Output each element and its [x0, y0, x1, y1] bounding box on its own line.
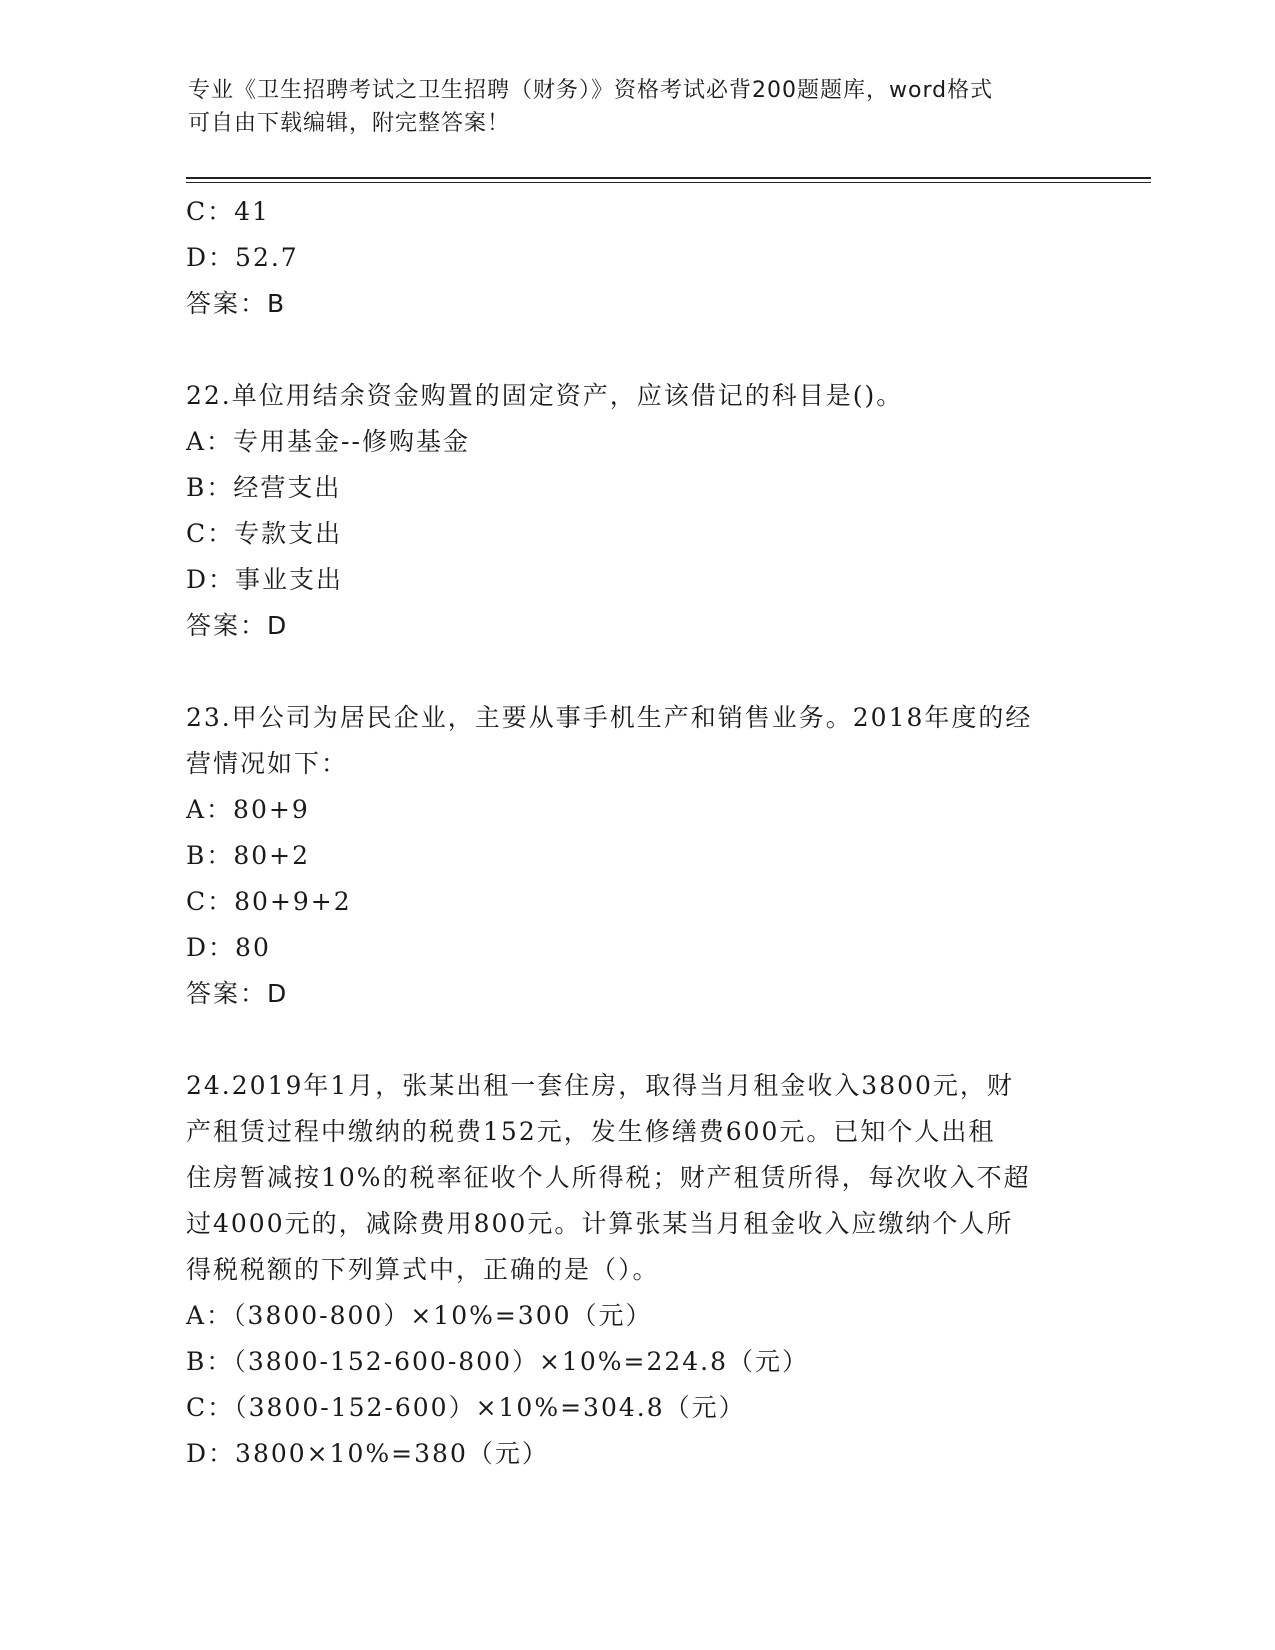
- option-a: A：（3800-800）×10%=300（元）: [186, 1301, 653, 1330]
- question-stem: 得税税额的下列算式中，正确的是（）。: [186, 1255, 660, 1284]
- option-d: D：52.7: [186, 243, 299, 272]
- option-d: D：80: [186, 933, 271, 962]
- option-c: C：80+9+2: [186, 887, 352, 916]
- page-header: [188, 74, 1068, 140]
- answer-line: 答案：D: [186, 611, 289, 640]
- question-22: [186, 373, 1086, 649]
- option-c: C：41: [186, 197, 270, 226]
- question-23: [186, 695, 1086, 1017]
- header-line-2: 可自由下载编辑，附完整答案！: [188, 111, 511, 136]
- question-stem: 营情况如下：: [186, 749, 349, 778]
- option-a: A：专用基金--修购基金: [186, 427, 470, 456]
- question-stem: 过4000元的，减除费用800元。计算张某当月租金收入应缴纳个人所: [186, 1209, 1014, 1238]
- header-rule-thick: [186, 177, 1151, 179]
- question-stem: 24.2019年1月，张某出租一套住房，取得当月租金收入3800元，财: [186, 1071, 1014, 1100]
- option-b: B：经营支出: [186, 473, 342, 502]
- question-content: [186, 189, 1086, 1477]
- question-24: [186, 1063, 1086, 1477]
- option-b: B：（3800-152-600-800）×10%=224.8（元）: [186, 1347, 810, 1376]
- option-c: C：（3800-152-600）×10%=304.8（元）: [186, 1393, 746, 1422]
- question-stem: 产租赁过程中缴纳的税费152元，发生修缮费600元。已知个人出租: [186, 1117, 996, 1146]
- option-d: D：事业支出: [186, 565, 344, 594]
- prev-question: [186, 189, 1086, 327]
- option-d: D：3800×10%=380（元）: [186, 1439, 549, 1468]
- answer-line: 答案：D: [186, 979, 289, 1008]
- header-line-1: 专业《卫生招聘考试之卫生招聘（财务）》资格考试必背200题题库，word格式: [188, 78, 994, 103]
- question-stem: 23.甲公司为居民企业，主要从事手机生产和销售业务。2018年度的经: [186, 703, 1033, 732]
- header-rule-thin: [186, 182, 1151, 183]
- option-b: B：80+2: [186, 841, 311, 870]
- answer-line: 答案：B: [186, 289, 287, 318]
- option-c: C：专款支出: [186, 519, 343, 548]
- option-a: A：80+9: [186, 795, 310, 824]
- question-stem: 住房暂减按10%的税率征收个人所得税；财产租赁所得，每次收入不超: [186, 1163, 1031, 1192]
- question-stem: 22.单位用结余资金购置的固定资产，应该借记的科目是()。: [186, 381, 904, 410]
